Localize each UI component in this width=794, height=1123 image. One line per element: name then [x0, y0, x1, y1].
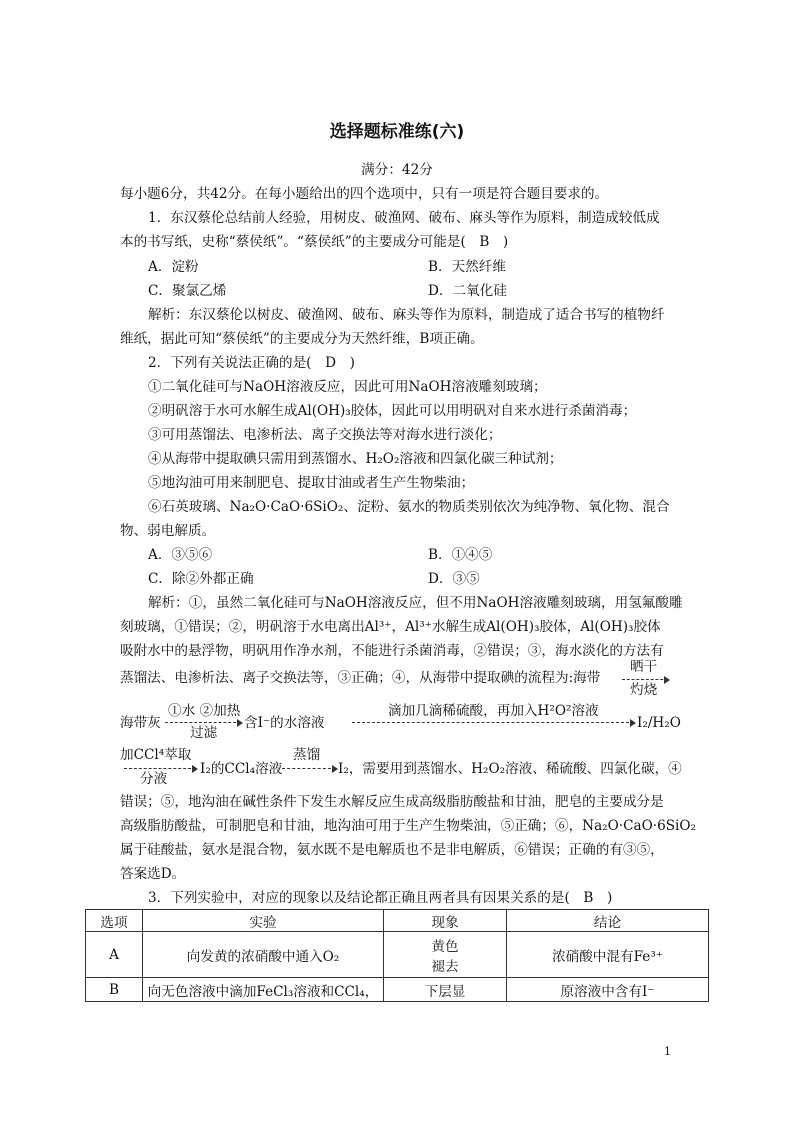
q2-option-c: C．除②外都正确: [148, 571, 254, 587]
q1-option-a: A．淀粉: [148, 259, 199, 275]
row-b-phenomenon: 下层显: [384, 978, 507, 1002]
q2-stem: 2．下列有关说法正确的是( D ): [148, 355, 355, 371]
flow-distill-label: 蒸馏: [293, 747, 321, 763]
flow-iodide-solution: 含I⁻的水溶液: [244, 715, 325, 731]
row-b-conclusion: 原溶液中含有I⁻: [507, 978, 709, 1002]
flow-filter-label: 过滤: [190, 725, 218, 741]
flow-iodine-water: I₂/H₂O: [637, 715, 681, 731]
table-row: [86, 978, 709, 1002]
q2-option-b: B．①④⑤: [428, 547, 493, 563]
row-a-experiment: 向发黄的浓硝酸中通入O₂: [143, 932, 384, 978]
q3-stem: 3．下列实验中，对应的现象以及结论都正确且两者具有因果关系的是( B ): [148, 890, 613, 906]
flow-iodine-ccl4: I₂的CCl₄溶液: [200, 761, 283, 777]
page-title: 选择题标准练(六): [329, 122, 465, 142]
q1-option-d: D．二氧化硅: [428, 283, 507, 299]
row-a-conclusion: 浓硝酸中混有Fe³⁺: [507, 932, 709, 978]
q2-explanation-line2: 刻玻璃，①错误；②，明矾溶于水电离出Al³⁺，Al³⁺水解生成Al(OH)₃胶体，Al(OH)₃胶体: [120, 619, 661, 635]
q2-statement-4: ④从海带中提取碘只需用到蒸馏水、H₂O₂溶液和四氯化碳三种试剂；: [148, 451, 563, 467]
table-row: [86, 932, 709, 978]
q2-explanation-line1: 解析：①，虽然二氧化硅可与NaOH溶液反应，但不用NaOH溶液雕刻玻璃，用氢氟酸雕: [148, 595, 683, 611]
q2-explanation-line5: 错误；⑤，地沟油在碱性条件下发生水解反应生成高级脂肪酸盐和甘油，肥皂的主要成分是: [120, 794, 664, 810]
row-a-phenomenon-line2: 褪去: [431, 958, 459, 975]
row-a-phenomenon: [384, 932, 507, 978]
flow-acid-h2o2-label: 滴加几滴稀硫酸，再加入H²O²溶液: [388, 703, 599, 719]
q3-table: [85, 909, 709, 1002]
intro-text: 每小题6分，共42分。在每小题给出的四个选项中，只有一项是符合题目要求的。: [120, 186, 609, 202]
row-b-option: B: [86, 978, 143, 1002]
flow-arrow-1: [622, 679, 668, 680]
q2-statement-1: ①二氧化硅可与NaOH溶液反应，因此可用NaOH溶液雕刻玻璃；: [148, 379, 547, 395]
page-number: 1: [664, 1045, 671, 1058]
flow-step-dry-label: 晒干: [630, 659, 658, 675]
q2-explanation-line4: 蒸馏法、电渗析法、离子交换法等，③正确；④，从海带中提取碘的流程为:海带: [120, 670, 601, 686]
q2-statement-5: ⑤地沟油可用来制肥皂、提取甘油或者生产生物柴油；: [148, 475, 475, 491]
flow-arrow-2: [165, 722, 241, 723]
flow-arrow-4: [124, 768, 196, 769]
row-a-phenomenon-line1: 黄色: [431, 938, 459, 955]
flow-kelp-ash: 海带灰: [120, 715, 161, 731]
flow-ccl4-extract-label: 加CCl⁴萃取: [120, 747, 192, 763]
row-b-experiment: 向无色溶液中滴加FeCl₃溶液和CCl₄，: [143, 978, 384, 1002]
flow-end-text: I₂，需要用到蒸馏水、H₂O₂溶液、稀硫酸、四氯化碳，④: [338, 761, 682, 777]
q2-explanation-line8: 答案选D。: [120, 866, 186, 882]
header-experiment: 实验: [143, 910, 384, 932]
flow-arrow-3: [352, 722, 634, 723]
flow-arrow-5: [282, 768, 336, 769]
q1-stem-line2: 本的书写纸，史称“蔡侯纸”。“蔡侯纸”的主要成分可能是( B ): [120, 234, 509, 250]
q2-option-d: D．③⑤: [428, 571, 480, 587]
row-a-option: A: [86, 932, 143, 978]
q2-statement-3: ③可用蒸馏法、电渗析法、离子交换法等对海水进行淡化；: [148, 427, 502, 443]
q2-statement-6a: ⑥石英玻璃、Na₂O·CaO·6SiO₂、淀粉、氨水的物质类别依次为纯净物、氧化物、混合: [148, 499, 670, 515]
q2-option-a: A．③⑤⑥: [148, 547, 213, 563]
header-option: 选项: [86, 910, 143, 932]
flow-separate-label: 分液: [140, 771, 168, 787]
q1-option-c: C．聚氯乙烯: [148, 283, 227, 299]
header-phenomenon: 现象: [384, 910, 507, 932]
q2-explanation-line6: 高级脂肪酸盐，可制肥皂和甘油，地沟油可用于生产生物柴油，⑤正确；⑥，Na₂O·CaO·6SiO₂: [120, 818, 696, 834]
q1-explanation-line1: 解析：东汉蔡伦以树皮、破渔网、破布、麻头等作为原料，制造成了适合书写的植物纤: [148, 307, 665, 323]
q1-stem-line1: 1．东汉蔡伦总结前人经验，用树皮、破渔网、破布、麻头等作为原料，制造成较低成: [148, 210, 660, 226]
score-line: 满分：42分: [361, 162, 433, 178]
flow-step-burn-label: 灼烧: [630, 682, 658, 698]
table-header-row: [86, 910, 709, 932]
header-conclusion: 结论: [507, 910, 709, 932]
q2-explanation-line3: 吸附水中的悬浮物，明矾用作净水剂，不能进行杀菌消毒，②错误；③，海水淡化的方法有: [120, 643, 664, 659]
q2-explanation-line7: 属于硅酸盐，氨水是混合物，氨水既不是电解质也不是非电解质，⑥错误；正确的有③⑤，: [120, 842, 664, 858]
q2-statement-2: ②明矾溶于水可水解生成Al(OH)₃胶体，因此可以用明矾对自来水进行杀菌消毒；: [148, 403, 637, 419]
q1-explanation-line2: 维纸，据此可知“蔡侯纸”的主要成分为天然纤维，B项正确。: [120, 331, 484, 347]
q2-statement-6b: 物、弱电解质。: [120, 523, 216, 539]
flow-water-heat-label: ①水 ②加热: [168, 703, 241, 719]
q1-option-b: B．天然纤维: [428, 259, 506, 275]
